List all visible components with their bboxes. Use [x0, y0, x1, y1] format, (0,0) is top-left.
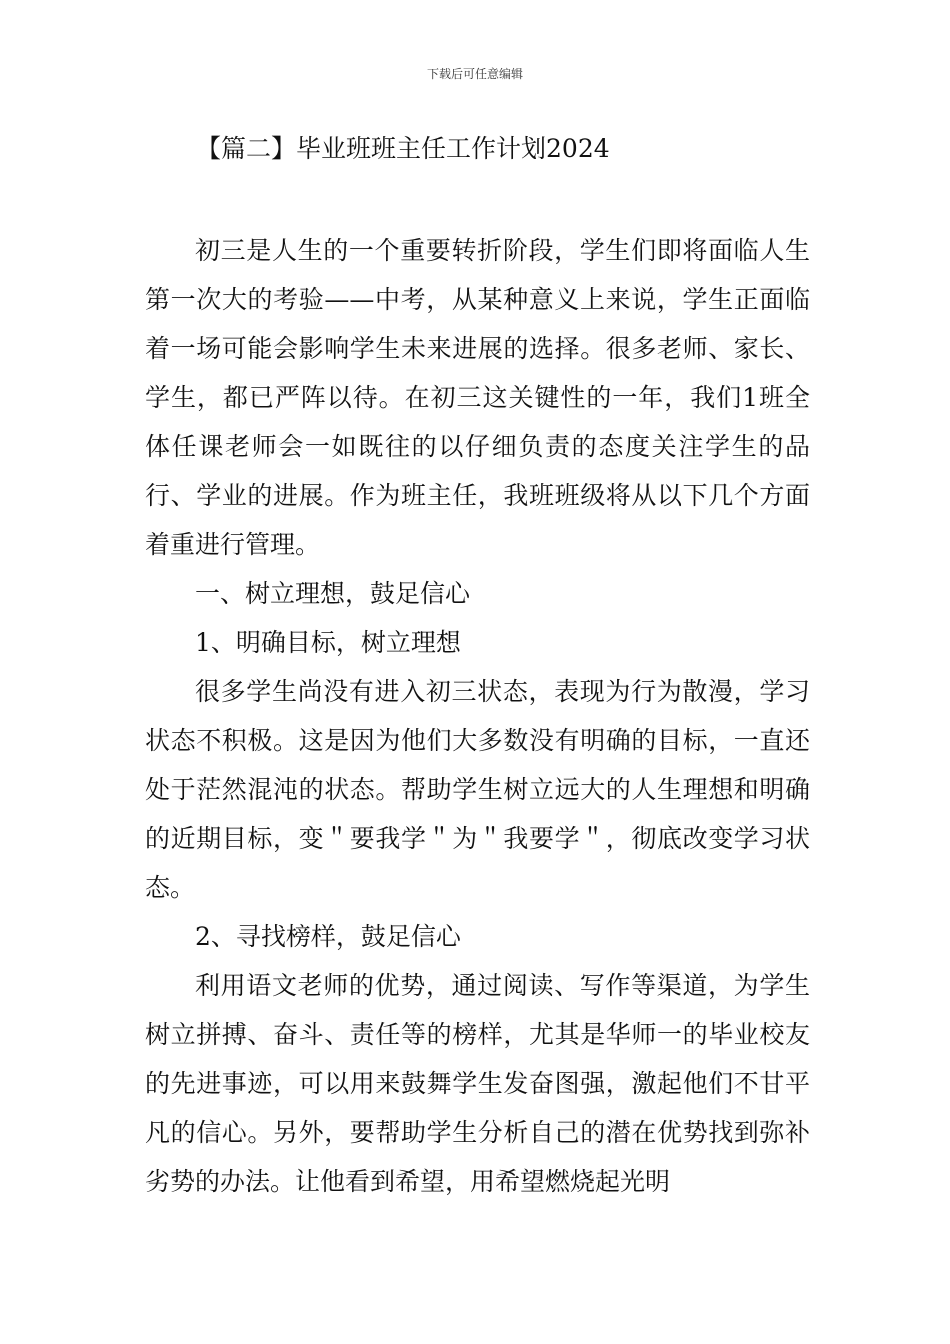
- header-note: 下载后可任意编辑: [426, 67, 523, 81]
- paragraph-goals: 很多学生尚没有进入初三状态，表现为行为散漫，学习状态不积极。这是因为他们大多数没有明确的目标，一直还处于茫然混沌的状态。帮助学生树立远大的人生理想和明确的近期目标，变＂要我学＂为＂我要学＂，彻底改变学习状态。: [145, 677, 810, 902]
- document-body: [145, 226, 810, 1206]
- subsection-heading-1: 1、明确目标，树立理想: [195, 628, 461, 657]
- paragraph-intro: 初三是人生的一个重要转折阶段，学生们即将面临人生第一次大的考验——中考，从某种意义上来说，学生正面临着一场可能会影响学生未来进展的选择。很多老师、家长、学生，都已严阵以待。在初三这关键性的一年，我们1班全体任课老师会一如既往的以仔细负责的态度关注学生的品行、学业的进展。作为班主任，我班班级将从以下几个方面着重进行管理。: [145, 236, 810, 559]
- section-heading-1: 一、树立理想，鼓足信心: [195, 579, 471, 608]
- subsection-heading-2: 2、寻找榜样，鼓足信心: [195, 922, 461, 951]
- paragraph-role-models: 利用语文老师的优势，通过阅读、写作等渠道，为学生树立拼搏、奋斗、责任等的榜样，尤其是华师一的毕业校友的先进事迹，可以用来鼓舞学生发奋图强，激起他们不甘平凡的信心。另外，要帮助学生分析自己的潜在优势找到弥补劣势的办法。让他看到希望，用希望燃烧起光明: [145, 971, 810, 1196]
- document-title: 【篇二】毕业班班主任工作计划2024: [196, 134, 610, 163]
